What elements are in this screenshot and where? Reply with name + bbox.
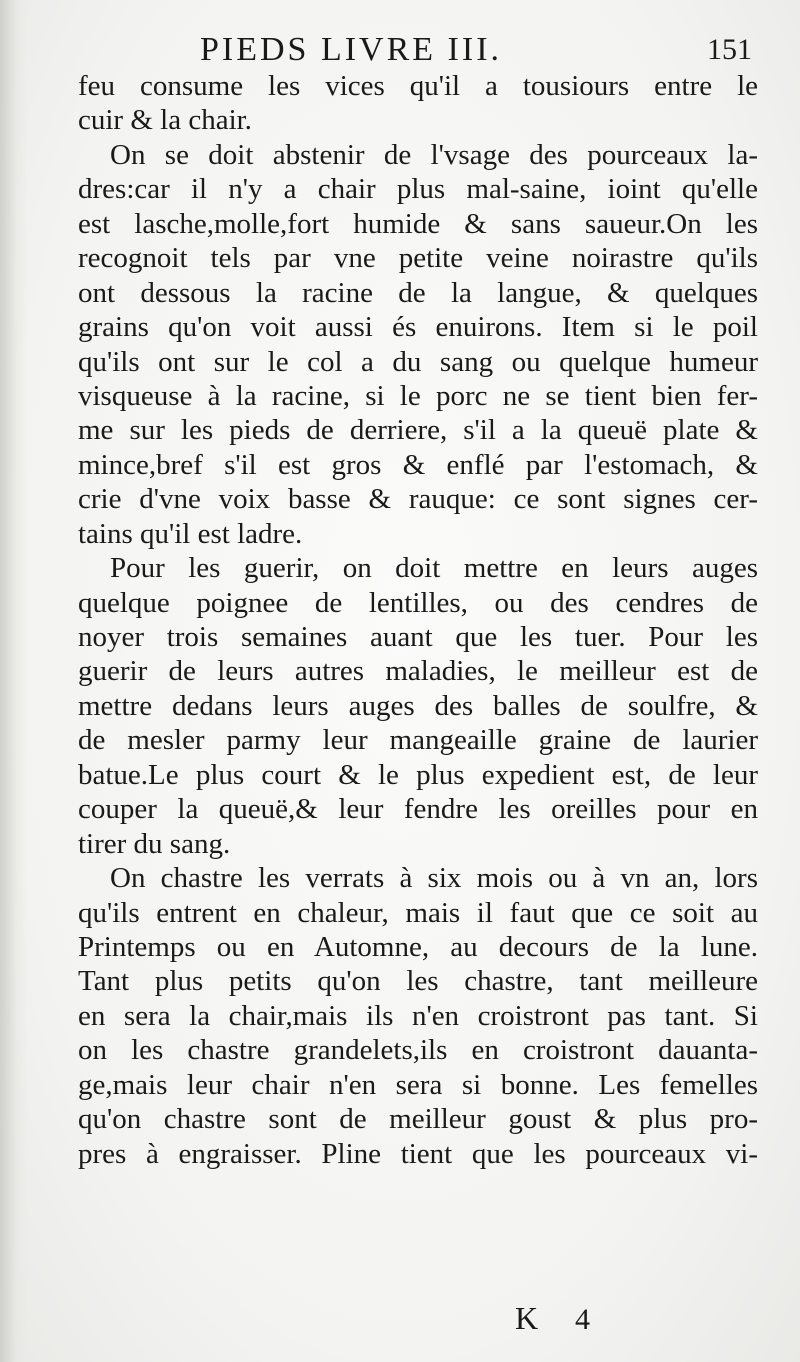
signature-number: 4 xyxy=(575,1303,590,1336)
text-line: est lasche,molle,fort humide & sans saueur.On les xyxy=(78,207,758,240)
text-line: tirer du sang. xyxy=(78,827,231,860)
text-line: visqueuse à la racine, si le porc ne se tient bien fer- xyxy=(78,379,758,412)
text-line: me sur les pieds de derriere, s'il a la queuë plate & xyxy=(78,414,758,447)
text-line: qu'ils ont sur le col a du sang ou quelque humeur xyxy=(78,345,758,378)
text-line: batue.Le plus court & le plus expedient est, de leur xyxy=(78,758,758,791)
text-line: Tant plus petits qu'on les chastre, tant meilleure xyxy=(78,965,758,998)
text-line: on les chastre grandelets,ils en croistront dauanta- xyxy=(78,1034,758,1067)
text-line: Printemps ou en Automne, au decours de la lune. xyxy=(78,930,758,963)
text-line: crie d'vne voix basse & rauque: ce sont signes cer- xyxy=(78,483,758,516)
text-line: Pour les guerir, on doit mettre en leurs auges xyxy=(110,552,758,585)
text-line: dres:car il n'y a chair plus mal-saine, ioint qu'elle xyxy=(78,173,758,206)
text-line: feu consume les vices qu'il a tousiours entre le xyxy=(78,70,758,102)
text-line: cuir & la chair. xyxy=(78,104,252,137)
text-line: qu'on chastre sont de meilleur goust & plus pro- xyxy=(78,1103,758,1136)
signature-mark: K xyxy=(515,1300,539,1336)
text-line: qu'ils entrent en chaleur, mais il faut que ce soit au xyxy=(78,896,758,929)
text-line: en sera la chair,mais ils n'en croistront pas tant. Si xyxy=(78,999,758,1032)
running-head: PIEDS LIVRE III. xyxy=(200,31,503,68)
text-line: mince,bref s'il est gros & enflé par l'estomach, & xyxy=(78,448,758,481)
text-line: guerir de leurs autres maladies, le meilleur est de xyxy=(78,655,758,688)
text-line: pres à engraisser. Pline tient que les pourceaux vi- xyxy=(78,1137,758,1170)
text-line: ont dessous la racine de la langue, & quelques xyxy=(78,276,758,309)
page-number: 151 xyxy=(707,33,752,66)
text-line: ge,mais leur chair n'en sera si bonne. Les femelles xyxy=(78,1068,758,1101)
text-line: On se doit abstenir de l'vsage des pourceaux la- xyxy=(110,138,758,171)
text-line: quelque poignee de lentilles, ou des cendres de xyxy=(78,586,758,619)
text-line: On chastre les verrats à six mois ou à vn an, lors xyxy=(110,862,758,895)
text-line: de mesler parmy leur mangeaille graine de laurier xyxy=(78,724,758,757)
page-footer xyxy=(505,1298,625,1338)
text-line: mettre dedans leurs auges des balles de soulfre, & xyxy=(78,689,758,722)
text-line: tains qu'il est ladre. xyxy=(78,517,303,550)
text-line: noyer trois semaines auant que les tuer. Pour les xyxy=(78,621,758,653)
page-header xyxy=(200,28,760,72)
body-text xyxy=(78,69,758,1171)
text-line: recognoit tels par vne petite veine noirastre qu'ils xyxy=(78,242,758,275)
text-line: grains qu'on voit aussi és enuirons. Item si le poil xyxy=(78,311,758,344)
page-gutter-shadow xyxy=(0,0,28,1362)
text-line: couper la queuë,& leur fendre les oreilles pour en xyxy=(78,793,758,826)
